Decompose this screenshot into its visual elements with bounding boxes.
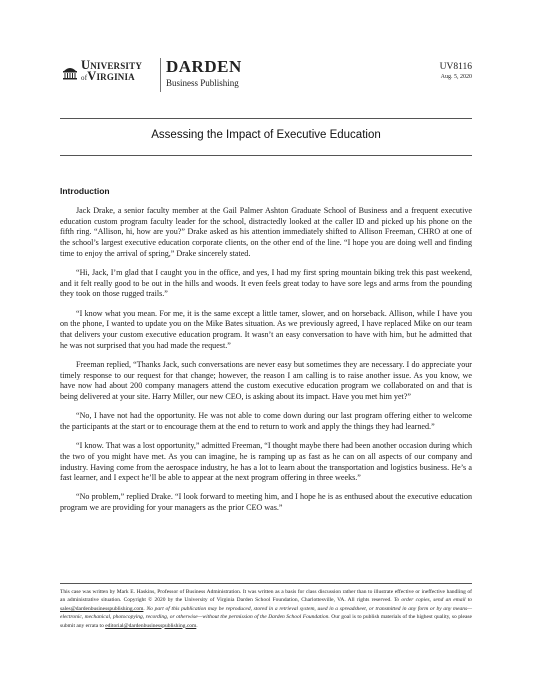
title-rule-bottom bbox=[60, 155, 472, 156]
case-number: UV8116 bbox=[439, 62, 472, 72]
university-wordmark: University bbox=[81, 58, 143, 72]
of-wordmark: of bbox=[81, 74, 88, 82]
editorial-email-link[interactable]: editorial@dardenbusinesspublishing.com bbox=[105, 622, 197, 629]
university-of-virginia-logo bbox=[62, 60, 155, 90]
footer-text: This case was written by Mark E. Haskins, Professor of Business Administration. It was written as a basis for class discussion rather than to illustrate effective or ineffective handling of an administrative situation. Copyright © 2020 by the University of Virginia Darden School Foundation, Charlottesville, VA. All rights reserved. bbox=[60, 589, 472, 604]
business-publishing-label: Business Publishing bbox=[166, 78, 239, 88]
darden-wordmark: DARDEN bbox=[166, 57, 242, 76]
virginia-wordmark: Virginia bbox=[87, 69, 135, 83]
rotunda-icon bbox=[62, 66, 78, 80]
header-divider bbox=[160, 58, 161, 92]
footer-errata-text: Our goal is to publish materials of the highest quality, so please submit any errata to bbox=[60, 614, 473, 629]
page-title: Assessing the Impact of Executive Education bbox=[151, 129, 381, 141]
footer-end: . bbox=[196, 622, 198, 629]
paragraph: “Hi, Jack, I’m glad that I caught you in the office, and yes, I had my first spring mountain biking trek this past weekend, and it felt really good to be out in the hills and woods. It even feels great today to have sore legs and arms from the pounding they took on those rugged trails.” bbox=[60, 268, 472, 299]
paragraph: “I know. That was a lost opportunity,” admitted Freeman, “I thought maybe there had been another occasion during which the two of you might have met. As you can imagine, he is ramping up as fast as he can on all aspects of our company and industry. Having come from the aerospace industry, he has a lot to learn about the transportation and logistics business. He’s a fast learner, and I expect he’ll be able to appear at the next program offering in three weeks.” bbox=[60, 441, 472, 483]
paragraph: “No problem,” replied Drake. “I look forward to meeting him, and I hope he is as enthused about the executive education program we are providing for your managers as the prior CEO was.” bbox=[60, 492, 472, 513]
case-date: Aug. 5, 2020 bbox=[440, 74, 472, 80]
header bbox=[62, 58, 472, 94]
paragraph: Freeman replied, “Thanks Jack, such conversations are never easy but sometimes they are necessary. I do appreciate your timely response to our request for that change; however, the reason I am calling is to raise another issue. As you know, we have now had about 200 company managers attend the custom executive education program we collaborated on and that is being delivered at your site. Harry Miller, our new CEO, is asking about its impact. Have you met him yet?” bbox=[60, 359, 472, 402]
paragraph: “No, I have not had the opportunity. He was not able to come down during our last program offering either to welcome the participants at the start or to encourage them at the end to return to work and apply the things they had learned.” bbox=[60, 411, 472, 431]
paragraph: Jack Drake, a senior faculty member at the Gail Palmer Ashton Graduate School of Business and a frequent executive education custom program faculty leader for the school, distractedly looked at the caller ID and picked up his phone on the fifth ring. “Allison, hi, how are you?” Drake asked as his attention immediately shifted to Allison Freeman, CHRO at one of the school’s largest executive education corporate clients, on the other end of the line. “I hope you are doing well and finding time to enjoy the arrival of spring,” Drake sincerely stated. bbox=[60, 206, 472, 258]
footer-order-text: To order copies, send an email to bbox=[393, 597, 472, 604]
sales-email-link[interactable]: sales@dardenbusinesspublishing.com bbox=[60, 605, 144, 612]
darden-logo bbox=[166, 58, 242, 90]
case-identifier bbox=[440, 62, 472, 82]
footer-rule bbox=[60, 583, 472, 584]
title-rule-top bbox=[60, 118, 472, 119]
footer-rights-text: . No part of this publication may be reproduced, stored in a retrieval system, used in a spreadsheet, or transmitted in any form or by any means—electronic, mechanical, photocopying, recording, or otherwise—without the permission of the Darden School Foundation. bbox=[60, 605, 472, 621]
body-text bbox=[60, 206, 472, 522]
section-heading: Introduction bbox=[60, 186, 110, 196]
paragraph: “I know what you mean. For me, it is the same except a little tamer, slower, and on horseback. Allison, while I have you on the phone, I wanted to update you on the Mike Bates situation. As we previously agreed, I have replaced Mike on our team that delivers your custom executive education program. It wasn’t an easy conversation to have with him, but he admitted that he was not surprised that you had made the request.” bbox=[60, 308, 472, 350]
copyright-footer bbox=[60, 588, 472, 630]
